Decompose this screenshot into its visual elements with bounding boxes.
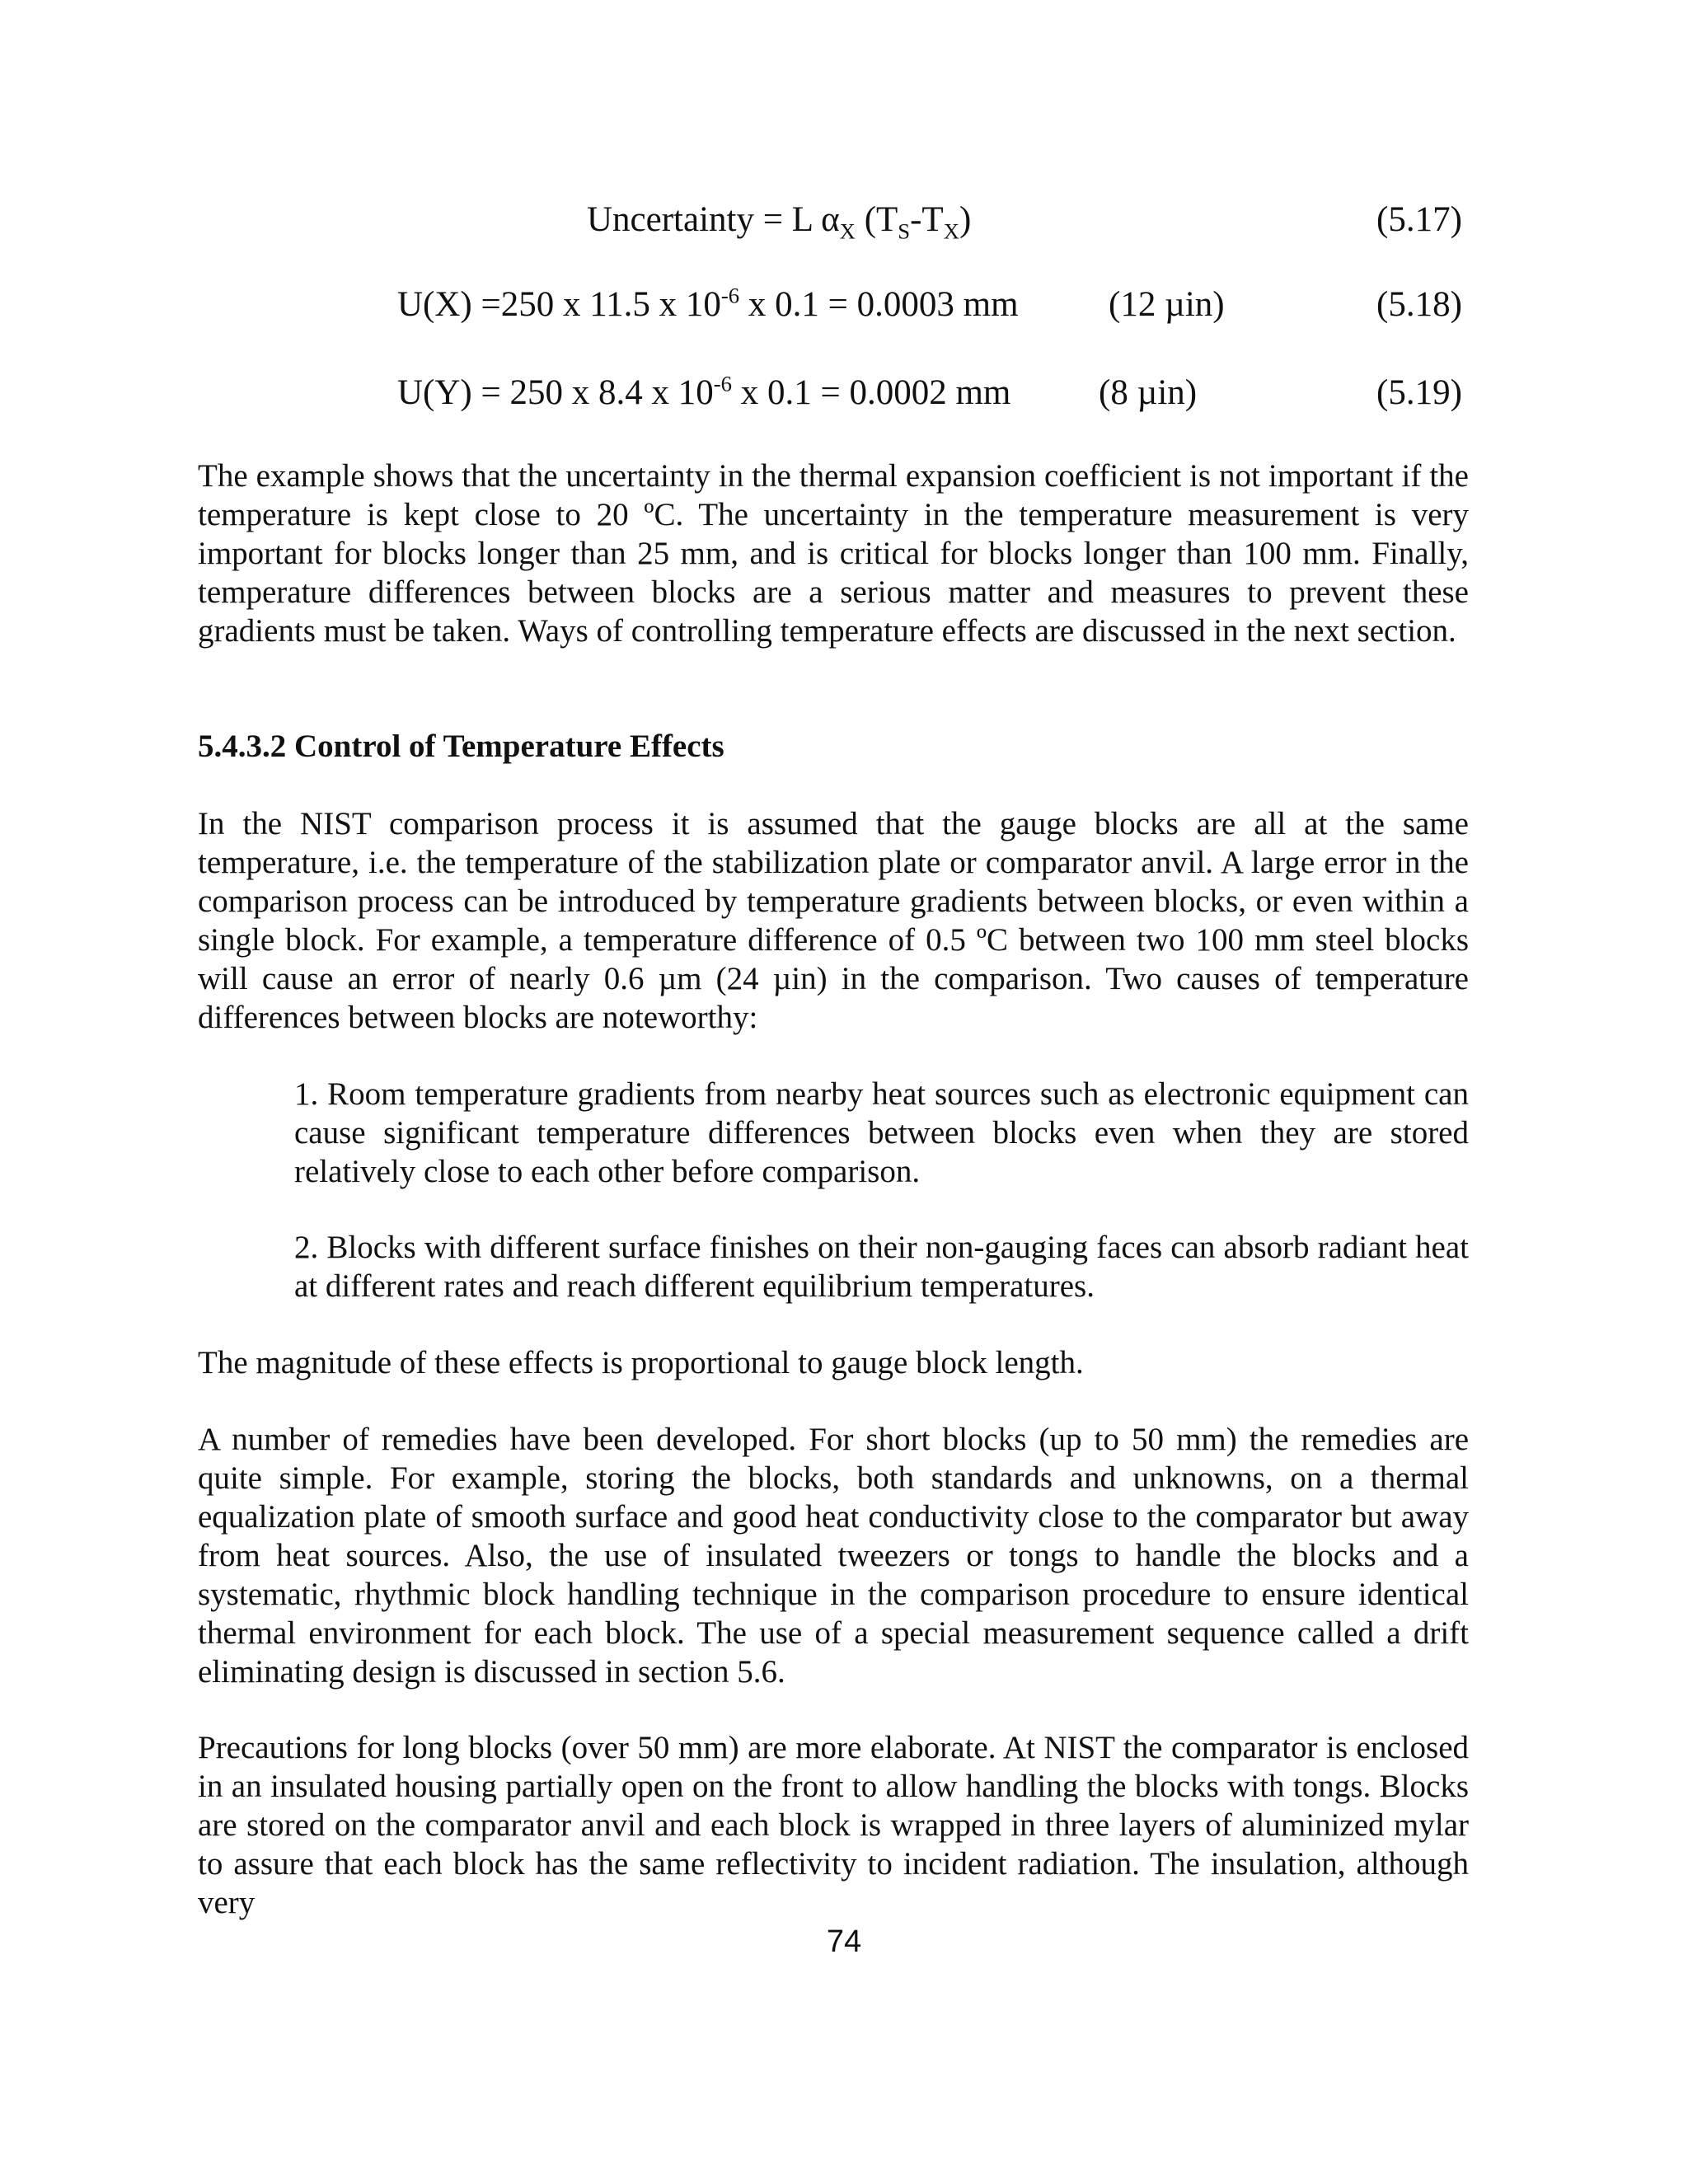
subscript: X bbox=[839, 218, 856, 244]
equation-5-18 bbox=[397, 285, 1019, 324]
equation-unit: (8 µin) bbox=[1099, 373, 1198, 412]
paragraph-remedies: A number of remedies have been developed. For short blocks (up to 50 mm) the remedies are quite simple. For example, storing the blocks, both standards and unknowns, on a thermal equalization plate of smooth surface and good heat conductivity close to the comparator but away from heat sources. Also, the use of insulated tweezers or tongs to handle the blocks and a systematic, rhythmic block handling technique in the comparison procedure to ensure identical thermal environment for each block. The use of a special measurement sequence called a drift eliminating design is discussed in section 5.6. bbox=[198, 1422, 1469, 1690]
equation-5-17 bbox=[587, 200, 972, 244]
equation-text: -T bbox=[910, 200, 944, 239]
paragraph-long-blocks: Precautions for long blocks (over 50 mm) are more elaborate. At NIST the comparator is enclosed in an insulated housing partially open on the front to allow handling the blocks with tongs. Blocks are stored on the comparator anvil and each block is wrapped in three layers of aluminized mylar to assure that each block has the same reflectivity to incident radiation. The insulation, although very bbox=[198, 1730, 1469, 1920]
equation-text: U(X) =250 x 11.5 x 10 bbox=[397, 285, 721, 324]
paragraph-thermal-uncertainty: The example shows that the uncertainty in the thermal expansion coefficient is not important if the temperature is kept close to 20 ºC. The uncertainty in the temperature measurement is very important for blocks longer than 25 mm, and is critical for blocks longer than 100 mm. Finally, temperature differences between blocks are a serious matter and measures to prevent these gradients must be taken. Ways of controlling temperature effects are discussed in the next section. bbox=[198, 458, 1469, 649]
equation-number: (5.19) bbox=[1376, 373, 1462, 412]
exponent: -6 bbox=[720, 283, 740, 308]
equation-text: x 0.1 = 0.0002 mm bbox=[731, 373, 1011, 412]
equation-number: (5.17) bbox=[1376, 200, 1462, 239]
paragraph-nist-comparison: In the NIST comparison process it is assumed that the gauge blocks are all at the same temperature, i.e. the temperature of the stabilization plate or comparator anvil. A large error in the comparison process can be introduced by temperature gradients between blocks, or even within a single block. For example, a temperature difference of 0.5 ºC between two 100 mm steel blocks will cause an error of nearly 0.6 µm (24 µin) in the comparison. Two causes of temperature differences between blocks are noteworthy: bbox=[198, 806, 1469, 1035]
equation-text: U(Y) = 250 x 8.4 x 10 bbox=[397, 373, 714, 412]
equation-unit: (12 µin) bbox=[1109, 285, 1225, 324]
subscript: X bbox=[943, 218, 959, 244]
page-number: 74 bbox=[826, 1924, 862, 1959]
equation-text: x 0.1 = 0.0003 mm bbox=[739, 285, 1019, 324]
exponent: -6 bbox=[713, 371, 732, 396]
list-item: 1. Room temperature gradients from nearby heat sources such as electronic equipment can cause significant temperature differences between blocks even when they are stored relatively close to each other before comparison. bbox=[294, 1076, 1469, 1189]
equation-5-19 bbox=[397, 373, 1010, 412]
subscript: S bbox=[898, 218, 911, 244]
paragraph-magnitude: The magnitude of these effects is proportional to gauge block length. bbox=[198, 1345, 1084, 1380]
list-item: 2. Blocks with different surface finishes on their non-gauging faces can absorb radiant heat at different rates and reach different equilibrium temperatures. bbox=[294, 1230, 1469, 1304]
equation-text: ) bbox=[959, 200, 972, 239]
alpha-symbol: α bbox=[821, 200, 840, 239]
equation-number: (5.18) bbox=[1376, 285, 1462, 324]
equation-text: (T bbox=[855, 200, 898, 239]
equation-text: Uncertainty = L bbox=[587, 200, 822, 239]
section-heading: 5.4.3.2 Control of Temperature Effects bbox=[198, 729, 724, 764]
